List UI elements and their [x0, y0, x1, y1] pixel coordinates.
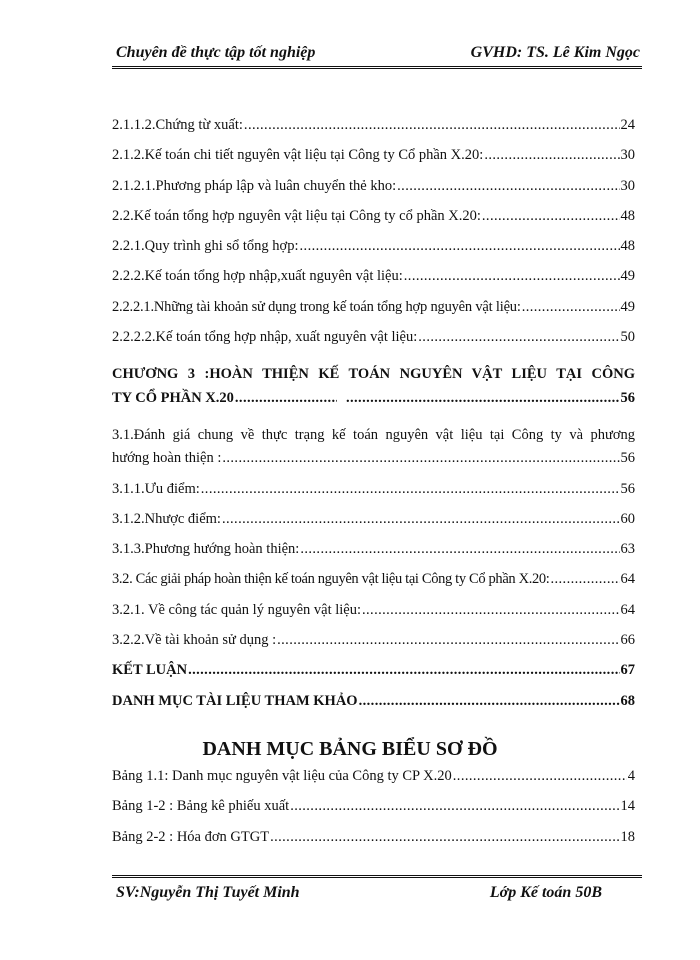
toc-section-3-1[interactable]	[112, 450, 635, 480]
toc-entry[interactable]	[112, 208, 635, 238]
toc-entry-title: 3.1.3.Phương hướng hoàn thiện:	[112, 541, 300, 558]
toc-entry[interactable]	[112, 571, 635, 601]
footer-student: SV:Nguyễn Thị Tuyết Minh	[116, 884, 300, 901]
footer-class: Lớp Kế toán 50B	[489, 884, 602, 901]
toc-entry[interactable]	[112, 238, 635, 268]
toc-entry[interactable]	[112, 268, 635, 298]
toc-section-3-1-line1[interactable]: 3.1.Đánh giá chung về thực trạng kế toán nguyên vật liệu tại Công ty và phương	[112, 426, 635, 443]
toc-entry-page: 50	[620, 329, 635, 346]
toc-entry[interactable]	[112, 117, 635, 147]
toc-entry-page: 49	[620, 298, 635, 315]
toc-entry-title: hướng hoàn thiện :	[112, 450, 222, 467]
toc-entry-title: 3.2. Các giải pháp hoàn thiện kế toán nguyên vật liệu tại Công ty Cổ phần X.20:	[112, 571, 550, 588]
toc-entry-title: KẾT LUẬN	[112, 662, 188, 679]
tables-list	[112, 768, 635, 859]
toc-conclusion[interactable]	[112, 662, 635, 692]
toc-entry-page: 48	[620, 238, 635, 255]
toc-entry-page: 64	[620, 571, 635, 588]
header-advisor: GVHD: TS. Lê Kim Ngọc	[470, 44, 640, 61]
header-title: Chuyên đề thực tập tốt nghiệp	[116, 44, 316, 61]
toc-entry-page: 63	[620, 541, 635, 558]
toc-entry-title: 2.2.2.2.Kế toán tổng hợp nhập, xuất nguyên vật liệu:	[112, 329, 418, 346]
table-entry-title: Bảng 1-2 : Bảng kê phiếu xuất	[112, 798, 290, 815]
toc-chapter-3[interactable]	[112, 390, 635, 420]
toc-references[interactable]	[112, 693, 635, 723]
tables-list-title: DANH MỤC BẢNG BIỂU SƠ ĐỒ	[202, 738, 498, 760]
toc-entry-title: 3.1.2.Nhược điểm:	[112, 510, 221, 527]
header-rule	[112, 66, 642, 69]
toc-entry-page: 49	[620, 268, 635, 285]
toc-entry-page: 56	[620, 480, 635, 497]
toc-entry-title: 2.1.2.1.Phương pháp lập và luân chuyển thẻ kho:	[112, 177, 397, 194]
toc-entry-title: 3.2.1. Về công tác quản lý nguyên vật liệu:	[112, 601, 361, 618]
toc-entry-page: 56	[620, 389, 635, 406]
table-of-contents	[112, 117, 635, 723]
toc-entry-page: 24	[620, 117, 635, 133]
footer-rule	[112, 875, 642, 878]
toc-entry-page: 60	[620, 510, 635, 527]
table-entry[interactable]	[112, 829, 635, 859]
toc-entry-title: DANH MỤC TÀI LIỆU THAM KHẢO	[112, 692, 358, 709]
toc-entry-page: 48	[620, 207, 635, 224]
table-entry[interactable]	[112, 798, 635, 828]
table-entry-title: Bảng 2-2 : Hóa đơn GTGT	[112, 828, 270, 845]
toc-entry[interactable]	[112, 299, 635, 329]
toc-entry[interactable]	[112, 632, 635, 662]
toc-entry-page: 67	[620, 662, 635, 679]
toc-entry-title: 3.2.2.Về tài khoản sử dụng :	[112, 632, 277, 649]
toc-entry[interactable]	[112, 511, 635, 541]
toc-entry-page: 30	[620, 177, 635, 194]
toc-entry-title: 2.1.1.2.Chứng từ xuất:	[112, 117, 243, 133]
table-entry-page: 4	[627, 768, 635, 784]
toc-entry-title: 2.2.2.1.Những tài khoản sử dụng trong kế toán tổng hợp nguyên vật liệu:	[112, 298, 521, 315]
toc-entry-page: 56	[620, 450, 635, 467]
toc-entry[interactable]	[112, 178, 635, 208]
toc-entry[interactable]	[112, 147, 635, 177]
toc-entry-page: 68	[620, 692, 635, 709]
toc-entry[interactable]	[112, 541, 635, 571]
table-entry-title: Bảng 1.1: Danh mục nguyên vật liệu của Công ty CP X.20	[112, 768, 452, 784]
toc-entry-title: 3.1.1.Ưu điểm:	[112, 480, 200, 497]
table-entry-page: 18	[620, 828, 635, 845]
toc-chapter-3-line1[interactable]: CHƯƠNG 3 :HOÀN THIỆN KẾ TOÁN NGUYÊN VẬT LIỆU TẠI CÔNG	[112, 366, 635, 383]
toc-entry-page: 30	[620, 147, 635, 164]
toc-entry-title: 2.2.Kế toán tổng hợp nguyên vật liệu tại Công ty cổ phần X.20:	[112, 207, 481, 224]
toc-entry-title: 2.2.1.Quy trình ghi sổ tổng hợp:	[112, 238, 299, 255]
toc-entry[interactable]	[112, 329, 635, 359]
table-entry[interactable]	[112, 768, 635, 798]
toc-entry-page: 64	[620, 601, 635, 618]
table-entry-page: 14	[620, 798, 635, 815]
toc-entry-title: 2.2.2.Kế toán tổng hợp nhập,xuất nguyên vật liệu:	[112, 268, 403, 285]
toc-entry[interactable]	[112, 481, 635, 511]
toc-entry-page: 66	[620, 632, 635, 649]
toc-entry-title: 2.1.2.Kế toán chi tiết nguyên vật liệu tại Công ty Cổ phần X.20:	[112, 147, 484, 164]
toc-entry[interactable]	[112, 602, 635, 632]
toc-entry-title: TY CỔ PHẦN X.20	[112, 389, 234, 406]
